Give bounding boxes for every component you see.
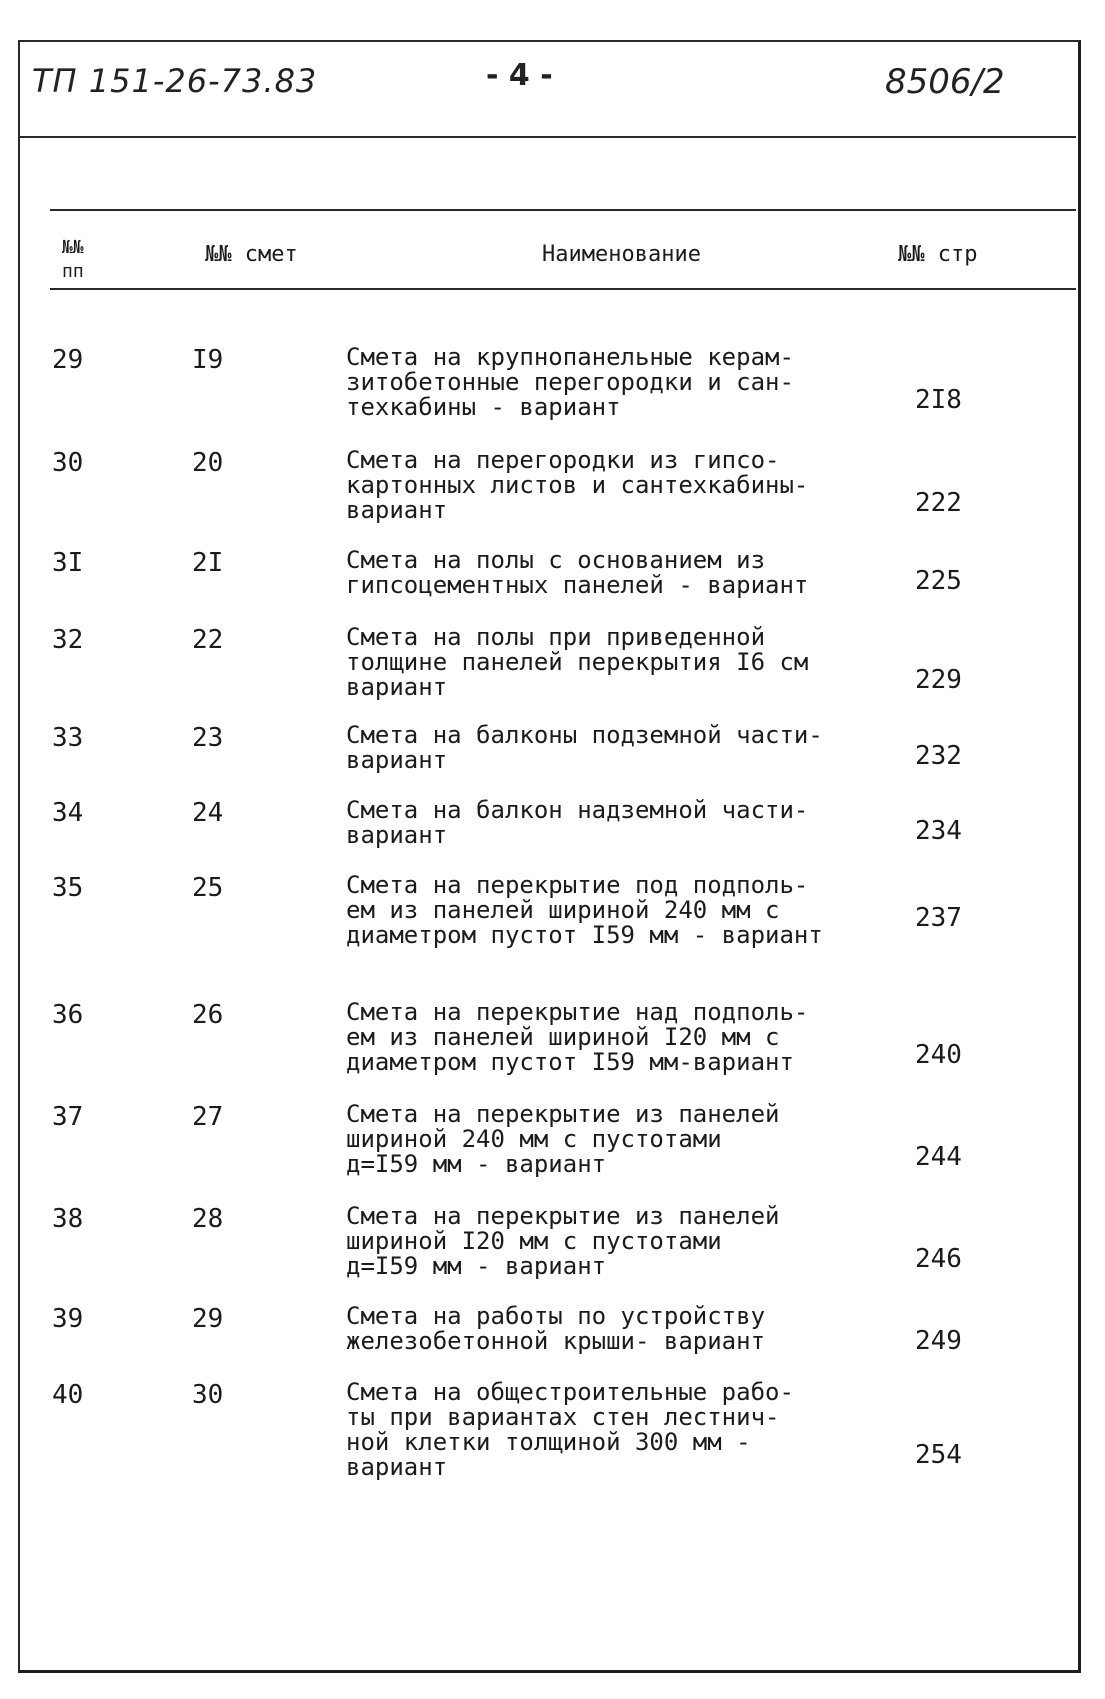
page-reference: 225 bbox=[915, 566, 962, 596]
estimate-name: Смета на общестроительные рабо- ты при вариантах стен лестнич- ной клетки толщиной 300 мм - вариант bbox=[346, 1378, 794, 1481]
page-reference: 229 bbox=[915, 665, 962, 695]
estimate-name: Смета на балкон надземной части- вариант bbox=[346, 796, 809, 849]
row-number: 35 bbox=[52, 873, 84, 903]
row-number: 33 bbox=[52, 723, 84, 753]
column-header-estimate: №№ смет bbox=[205, 242, 298, 267]
estimate-name: Смета на перекрытие под подполь- ем из панелей шириной 240 мм с диаметром пустот I59 мм - вариант bbox=[346, 871, 823, 949]
estimate-number: 20 bbox=[192, 448, 224, 478]
page-reference: 254 bbox=[915, 1440, 962, 1470]
row-number: 30 bbox=[52, 448, 84, 478]
estimate-name: Смета на крупнопанельные керам- зитобетонные перегородки и сан- техкабины - вариант bbox=[346, 343, 794, 421]
page-reference: 246 bbox=[915, 1244, 962, 1274]
row-number: 40 bbox=[52, 1380, 84, 1410]
row-number: 32 bbox=[52, 625, 84, 655]
estimate-number: 27 bbox=[192, 1102, 224, 1132]
page-reference: 240 bbox=[915, 1040, 962, 1070]
column-header-page: №№ стр bbox=[898, 242, 978, 267]
row-number: 29 bbox=[52, 345, 84, 375]
column-header-number: №№ пп bbox=[62, 237, 84, 282]
row-number: 37 bbox=[52, 1102, 84, 1132]
estimate-number: 30 bbox=[192, 1380, 224, 1410]
column-header-name: Наименование bbox=[542, 242, 701, 267]
estimate-name: Смета на полы при приведенной толщине панелей перекрытия I6 см вариант bbox=[346, 623, 809, 701]
page-reference: 237 bbox=[915, 903, 962, 933]
estimate-number: 26 bbox=[192, 1000, 224, 1030]
estimate-number: I9 bbox=[192, 345, 224, 375]
estimate-name: Смета на перекрытие из панелей шириной 240 мм с пустотами д=I59 мм - вариант bbox=[346, 1100, 780, 1178]
document-number: 8506/2 bbox=[885, 62, 1005, 102]
page-reference: 232 bbox=[915, 741, 962, 771]
estimate-number: 28 bbox=[192, 1204, 224, 1234]
page-reference: 2I8 bbox=[915, 385, 962, 415]
estimate-name: Смета на полы с основанием из гипсоцементных панелей - вариант bbox=[346, 546, 809, 599]
estimate-number: 23 bbox=[192, 723, 224, 753]
row-number: 38 bbox=[52, 1204, 84, 1234]
row-number: 39 bbox=[52, 1304, 84, 1334]
page-reference: 222 bbox=[915, 488, 962, 518]
estimate-number: 2I bbox=[192, 548, 224, 578]
estimate-name: Смета на перегородки из гипсо- картонных листов и сантехкабины- вариант bbox=[346, 446, 809, 524]
estimate-number: 25 bbox=[192, 873, 224, 903]
estimate-name: Смета на балконы подземной части- вариант bbox=[346, 721, 823, 774]
table-top-rule bbox=[50, 209, 1076, 211]
estimate-number: 22 bbox=[192, 625, 224, 655]
header-divider bbox=[18, 136, 1076, 138]
estimate-number: 29 bbox=[192, 1304, 224, 1334]
row-number: 36 bbox=[52, 1000, 84, 1030]
document-code: ТП 151-26-73.83 bbox=[32, 62, 318, 100]
estimate-name: Смета на перекрытие из панелей шириной I20 мм с пустотами д=I59 мм - вариант bbox=[346, 1202, 780, 1280]
row-number: 3I bbox=[52, 548, 84, 578]
page-reference: 234 bbox=[915, 816, 962, 846]
table-header-rule bbox=[50, 288, 1076, 290]
row-number: 34 bbox=[52, 798, 84, 828]
page-reference: 249 bbox=[915, 1326, 962, 1356]
page-reference: 244 bbox=[915, 1142, 962, 1172]
page-number: - 4 - bbox=[486, 58, 553, 93]
estimate-name: Смета на работы по устройству железобетонной крыши- вариант bbox=[346, 1302, 766, 1355]
estimate-name: Смета на перекрытие над подполь- ем из панелей шириной I20 мм с диаметром пустот I59 мм-вариант bbox=[346, 998, 809, 1076]
estimate-number: 24 bbox=[192, 798, 224, 828]
